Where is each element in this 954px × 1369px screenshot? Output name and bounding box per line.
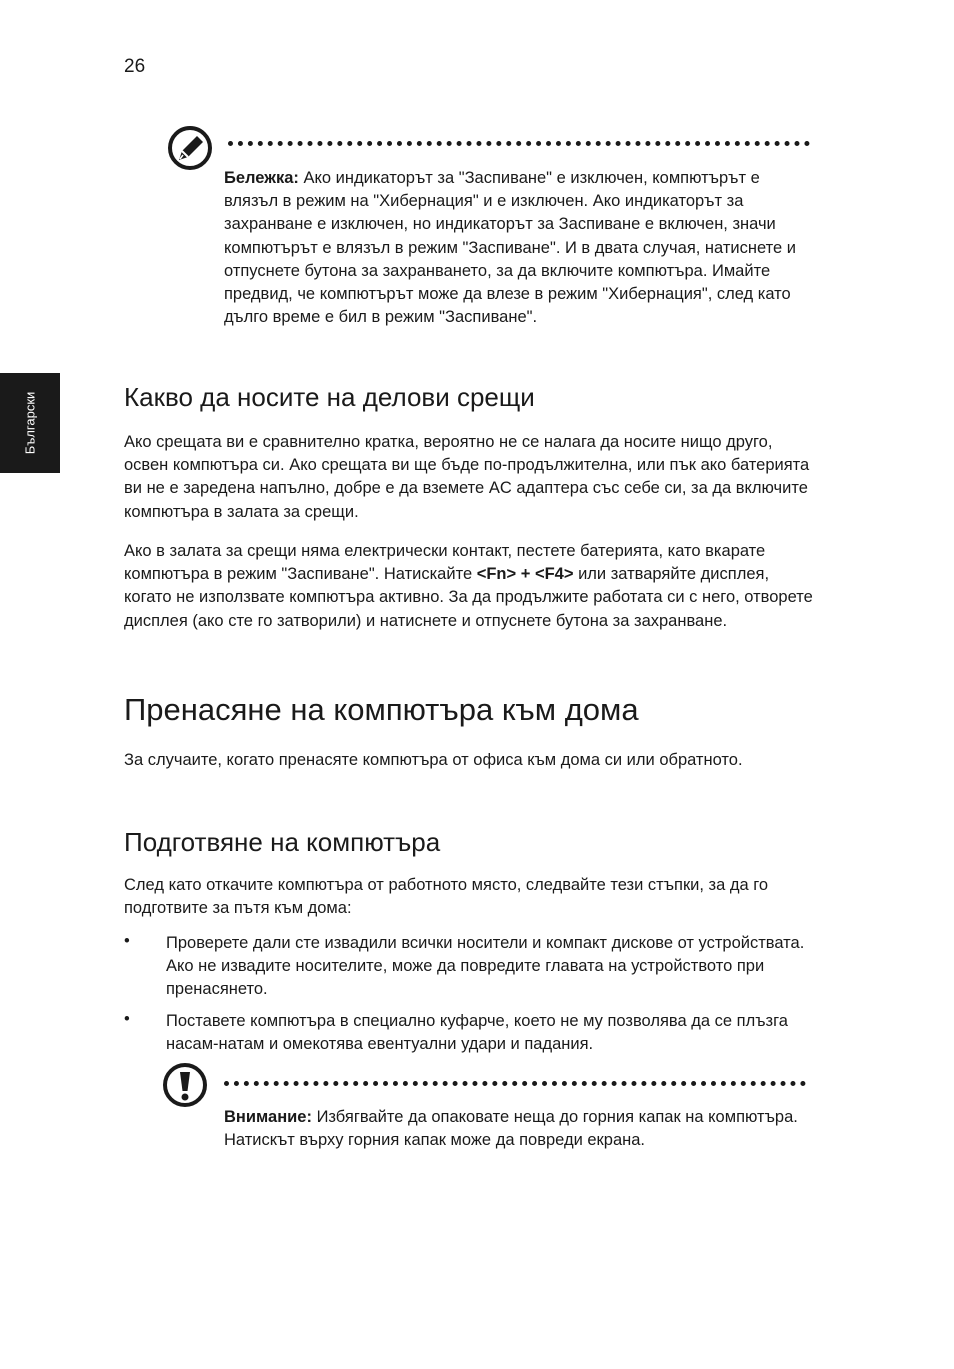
- warning-divider: [224, 1081, 806, 1086]
- warning-body: Избягвайте да опаковате неща до горния капак на компютъра. Натискът върху горния капак може да повреди екрана.: [224, 1108, 798, 1150]
- meetings-paragraph-2: [124, 540, 814, 633]
- meetings-para2-start: Ако в залата за срещи няма електрически контакт, пестете батерията, като вкарате компютъра в режим "Заспиване". Натискайте: [124, 542, 766, 584]
- note-text: [224, 167, 814, 329]
- sleep-key-combo: <Fn> + <F4>: [476, 565, 574, 584]
- warning-text: [224, 1106, 814, 1152]
- list-item: Поставете компютъра в специално куфарче, което не му позволява да се плъзга насам-натам и омекотява евентуални удари и падания.: [166, 1012, 788, 1054]
- exclamation-icon: [162, 1062, 208, 1108]
- section-heading-meetings: Какво да носите на делови срещи: [124, 382, 535, 412]
- note-body: Ако индикаторът за "Заспиване" е изключен, компютърът е влязъл в режим на "Хибернация" и е изключен. Ако индикаторът за захранване е изключен, но индикаторът за Заспиване е включен, значи компютърът е влязъл в режим "Заспиване". И в двата случая, натиснете и отпуснете бутона за захранването, за да включите компютъра. Имайте предвид, че компютърът може да влезе в режим "Хибернация", след като дълго време е бил в режим "Заспиване".: [224, 169, 796, 327]
- bullet-marker: •: [124, 932, 130, 950]
- note-pen-icon: [166, 124, 214, 172]
- prepare-paragraph: След като откачите компютъра от работното място, следвайте тези стъпки, за да го подготвите за пътя към дома:: [124, 876, 769, 918]
- language-side-tab: [0, 373, 60, 473]
- note-divider: [228, 141, 810, 146]
- home-paragraph: За случаите, когато пренасяте компютъра от офиса към дома си или обратното.: [124, 751, 743, 769]
- section-heading-prepare: Подготвяне на компютъра: [124, 827, 441, 857]
- note-label: Бележка:: [224, 169, 299, 187]
- meetings-para2-end: или затваряйте дисплея, когато не използвате компютъра активно. За да продължите работата си с него, отворете дисплея (ако сте го затворили) и натиснете и отпуснете бутона за захранване.: [124, 565, 813, 630]
- warning-label: Внимание:: [224, 1108, 312, 1126]
- side-tab-label: Български: [22, 391, 38, 455]
- section-heading-home: Пренасяне на компютъра към дома: [124, 692, 639, 727]
- meetings-paragraph-1: Ако срещата ви е сравнително кратка, вероятно не се налага да носите нищо друго, освен компютъра си. Ако срещата ви ще бъде по-продължителна, или пък ако батерията ви не е заредена напълно, добре е да вземете AC адаптера със себе си, за да включите компютъра в залата за срещи.: [124, 433, 810, 521]
- list-item: Проверете дали сте извадили всички носители и компакт дискове от устройствата. Ако не извадите носителите, може да повредите главата на устройството при пренасянето.: [166, 934, 805, 999]
- bullet-marker: •: [124, 1010, 130, 1028]
- page-number: 26: [124, 56, 146, 77]
